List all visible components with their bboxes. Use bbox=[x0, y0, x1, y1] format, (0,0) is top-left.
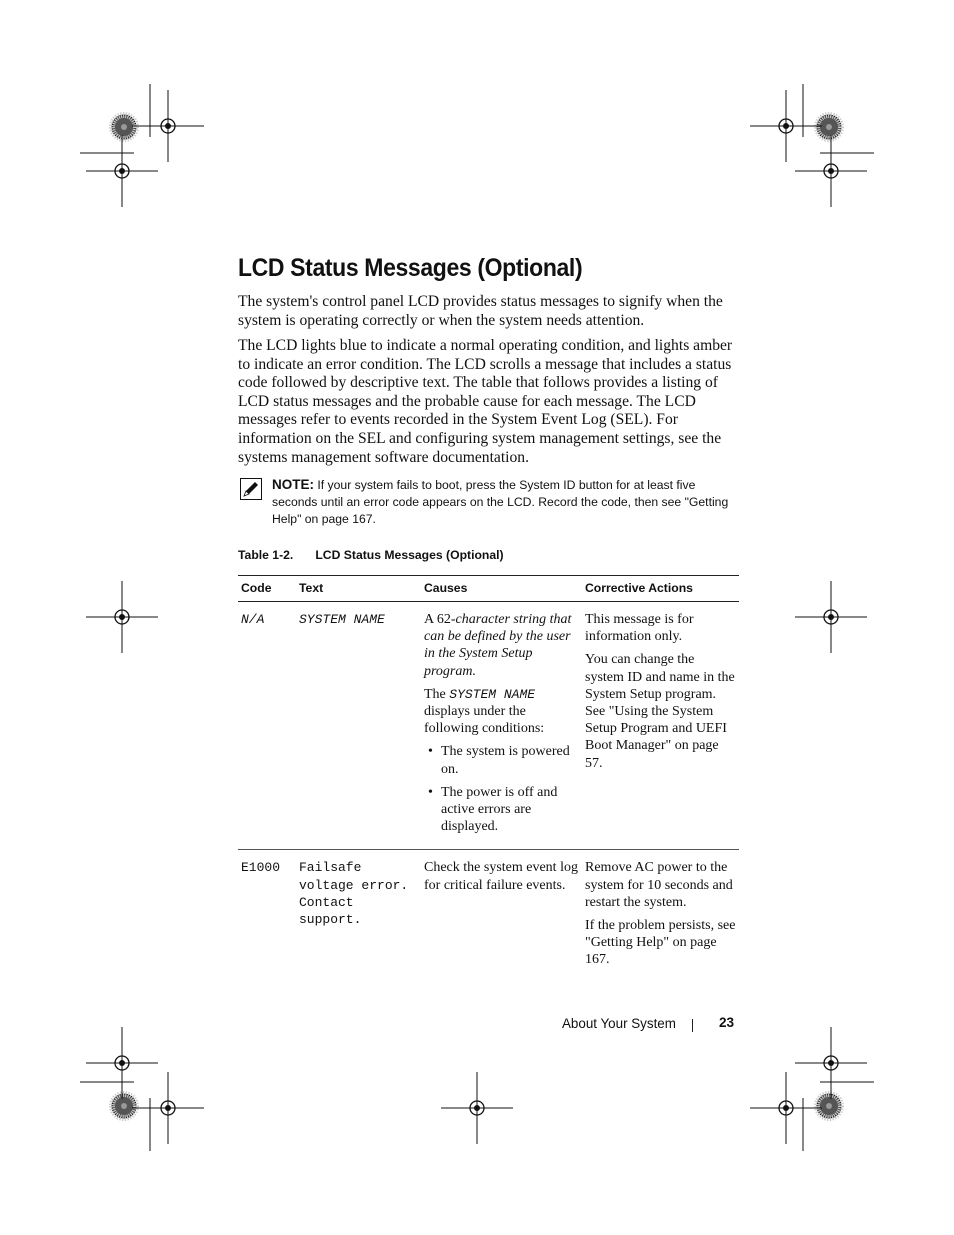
note-text bbox=[272, 476, 742, 528]
corner-mark-bottom-right bbox=[750, 1027, 874, 1151]
side-mark-right bbox=[795, 581, 867, 653]
action-text: If the problem persists, see "Getting Help" on page 167. bbox=[585, 918, 736, 968]
body-paragraph: The LCD lights blue to indicate a normal operating condition, and lights amber to indicate an error condition. The LCD scrolls a message that includes a status code followed by descriptive text. The table that follows provides a listing of LCD status messages and the probable cause for each message. The LCD messages refer to events recorded in the System Event Log (SEL). For information on the SEL and configuring system management settings, see the systems management software documentation. bbox=[238, 337, 733, 466]
table-caption-title: LCD Status Messages (Optional) bbox=[315, 548, 504, 562]
side-mark-left bbox=[86, 581, 158, 653]
footer-section-title: About Your System bbox=[562, 1016, 676, 1031]
causes-cell bbox=[421, 602, 582, 850]
corner-mark-top-left bbox=[80, 84, 204, 207]
lcd-status-table bbox=[238, 575, 739, 983]
table-row bbox=[238, 850, 739, 983]
list-item: • The system is powered on. bbox=[441, 743, 579, 777]
table-caption-number: Table 1-2. bbox=[238, 548, 294, 562]
text-cell: SYSTEM NAME bbox=[296, 602, 421, 850]
cause-description: A 62-character string that can be defined by the user in the System Setup program. bbox=[424, 612, 572, 679]
actions-cell bbox=[582, 602, 739, 850]
cause-conditions: The SYSTEM NAME displays under the following conditions: bbox=[424, 686, 545, 737]
column-header-causes: Causes bbox=[421, 576, 582, 602]
page-title: LCD Status Messages (Optional) bbox=[238, 254, 583, 282]
intro-paragraph: The system's control panel LCD provides status messages to signify when the system is operating correctly or when the system needs attention. bbox=[238, 293, 723, 329]
column-header-actions: Corrective Actions bbox=[582, 576, 739, 602]
code-cell: N/A bbox=[238, 602, 296, 850]
corner-mark-bottom-left bbox=[80, 1027, 204, 1151]
table-caption bbox=[238, 548, 504, 562]
page-number: 23 bbox=[719, 1015, 735, 1030]
cause-condition-list bbox=[424, 743, 579, 835]
corner-mark-top-right bbox=[750, 84, 874, 207]
note-label: NOTE: bbox=[272, 477, 314, 492]
action-text: You can change the system ID and name in the System Setup program. See "Using the System Setup Program and UEFI Boot Manager" on page 57. bbox=[585, 652, 735, 771]
causes-cell: Check the system event log for critical failure events. bbox=[424, 860, 578, 893]
code-cell: E1000 bbox=[241, 860, 281, 876]
column-header-code: Code bbox=[238, 576, 296, 602]
action-text: Remove AC power to the system for 10 seconds and restart the system. bbox=[585, 860, 733, 910]
footer-divider bbox=[692, 1019, 693, 1032]
table-header-row bbox=[238, 576, 739, 602]
list-item: • The power is off and active errors are displayed. bbox=[441, 784, 579, 836]
table-row bbox=[238, 602, 739, 850]
bottom-center-mark bbox=[441, 1072, 513, 1144]
column-header-text: Text bbox=[296, 576, 421, 602]
text-cell: Failsafe voltage error. Contact support. bbox=[299, 860, 409, 928]
note-body: If your system fails to boot, press the System ID button for at least five seconds until an error code appears on the LCD. Record the code, then see "Getting Help" on page 167. bbox=[272, 478, 729, 526]
action-text: This message is for information only. bbox=[585, 612, 694, 645]
actions-cell bbox=[582, 850, 739, 983]
pencil-note-icon bbox=[240, 478, 262, 500]
